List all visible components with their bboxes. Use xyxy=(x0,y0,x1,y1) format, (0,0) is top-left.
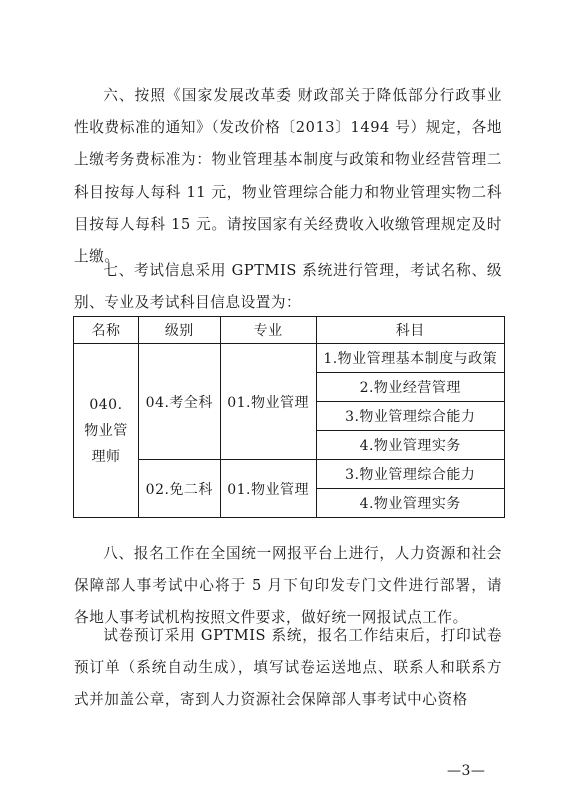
subject-cell: 3.物业管理综合能力 xyxy=(316,460,505,489)
subject-cell: 4.物业管理实务 xyxy=(316,489,505,518)
paragraph-paper-order: 试卷预订采用 GPTMIS 系统，报名工作结束后，打印试卷预订单（系统自动生成），填写试卷运送地点、联系人和联系方式并加盖公章，寄到人力资源社会保障部人事考试中心资格 xyxy=(74,627,502,709)
page-number: —3— xyxy=(447,763,486,779)
level-cell: 02.免二科 xyxy=(138,460,220,518)
header-major: 专业 xyxy=(220,317,316,344)
header-name: 名称 xyxy=(74,317,139,344)
level-cell: 04.考全科 xyxy=(138,344,220,460)
major-cell: 01.物业管理 xyxy=(220,460,316,518)
exam-name-cell xyxy=(74,344,139,518)
table-header-row xyxy=(74,317,505,344)
paragraph-exam-info: 七、考试信息采用 GPTMIS 系统进行管理，考试名称、级别、专业及考试科目信息设置为： xyxy=(74,262,502,312)
table-row xyxy=(74,344,505,373)
subject-cell: 4.物业管理实务 xyxy=(316,431,505,460)
subject-cell: 3.物业管理综合能力 xyxy=(316,402,505,431)
paragraph-registration: 八、报名工作在全国统一网报平台上进行，人力资源和社会保障部人事考试中心将于 5 月下旬印发专门文件进行部署，请各地人事考试机构按照文件要求，做好统一网报试点工作。 xyxy=(74,545,502,627)
table-row xyxy=(74,460,505,489)
paragraph-fee-standard: 六、按照《国家发展改革委 财政部关于降低部分行政事业性收费标准的通知》（发改价格〔2013〕1494 号）规定，各地上缴考务费标准为：物业管理基本制度与政策和物业经营管理二科目按每人每科 11 元，物业管理综合能力和物业管理实物二科目按每人每科 15 元。请按国家有关经费收入收缴管理规定及时上缴。 xyxy=(74,87,502,266)
header-level: 级别 xyxy=(138,317,220,344)
major-cell: 01.物业管理 xyxy=(220,344,316,460)
exam-name: 040. 物业管 理师 xyxy=(84,396,128,465)
subject-cell: 1.物业管理基本制度与政策 xyxy=(316,344,505,373)
exam-subjects-table xyxy=(73,316,505,518)
subject-cell: 2.物业经营管理 xyxy=(316,373,505,402)
header-subject: 科目 xyxy=(316,317,505,344)
